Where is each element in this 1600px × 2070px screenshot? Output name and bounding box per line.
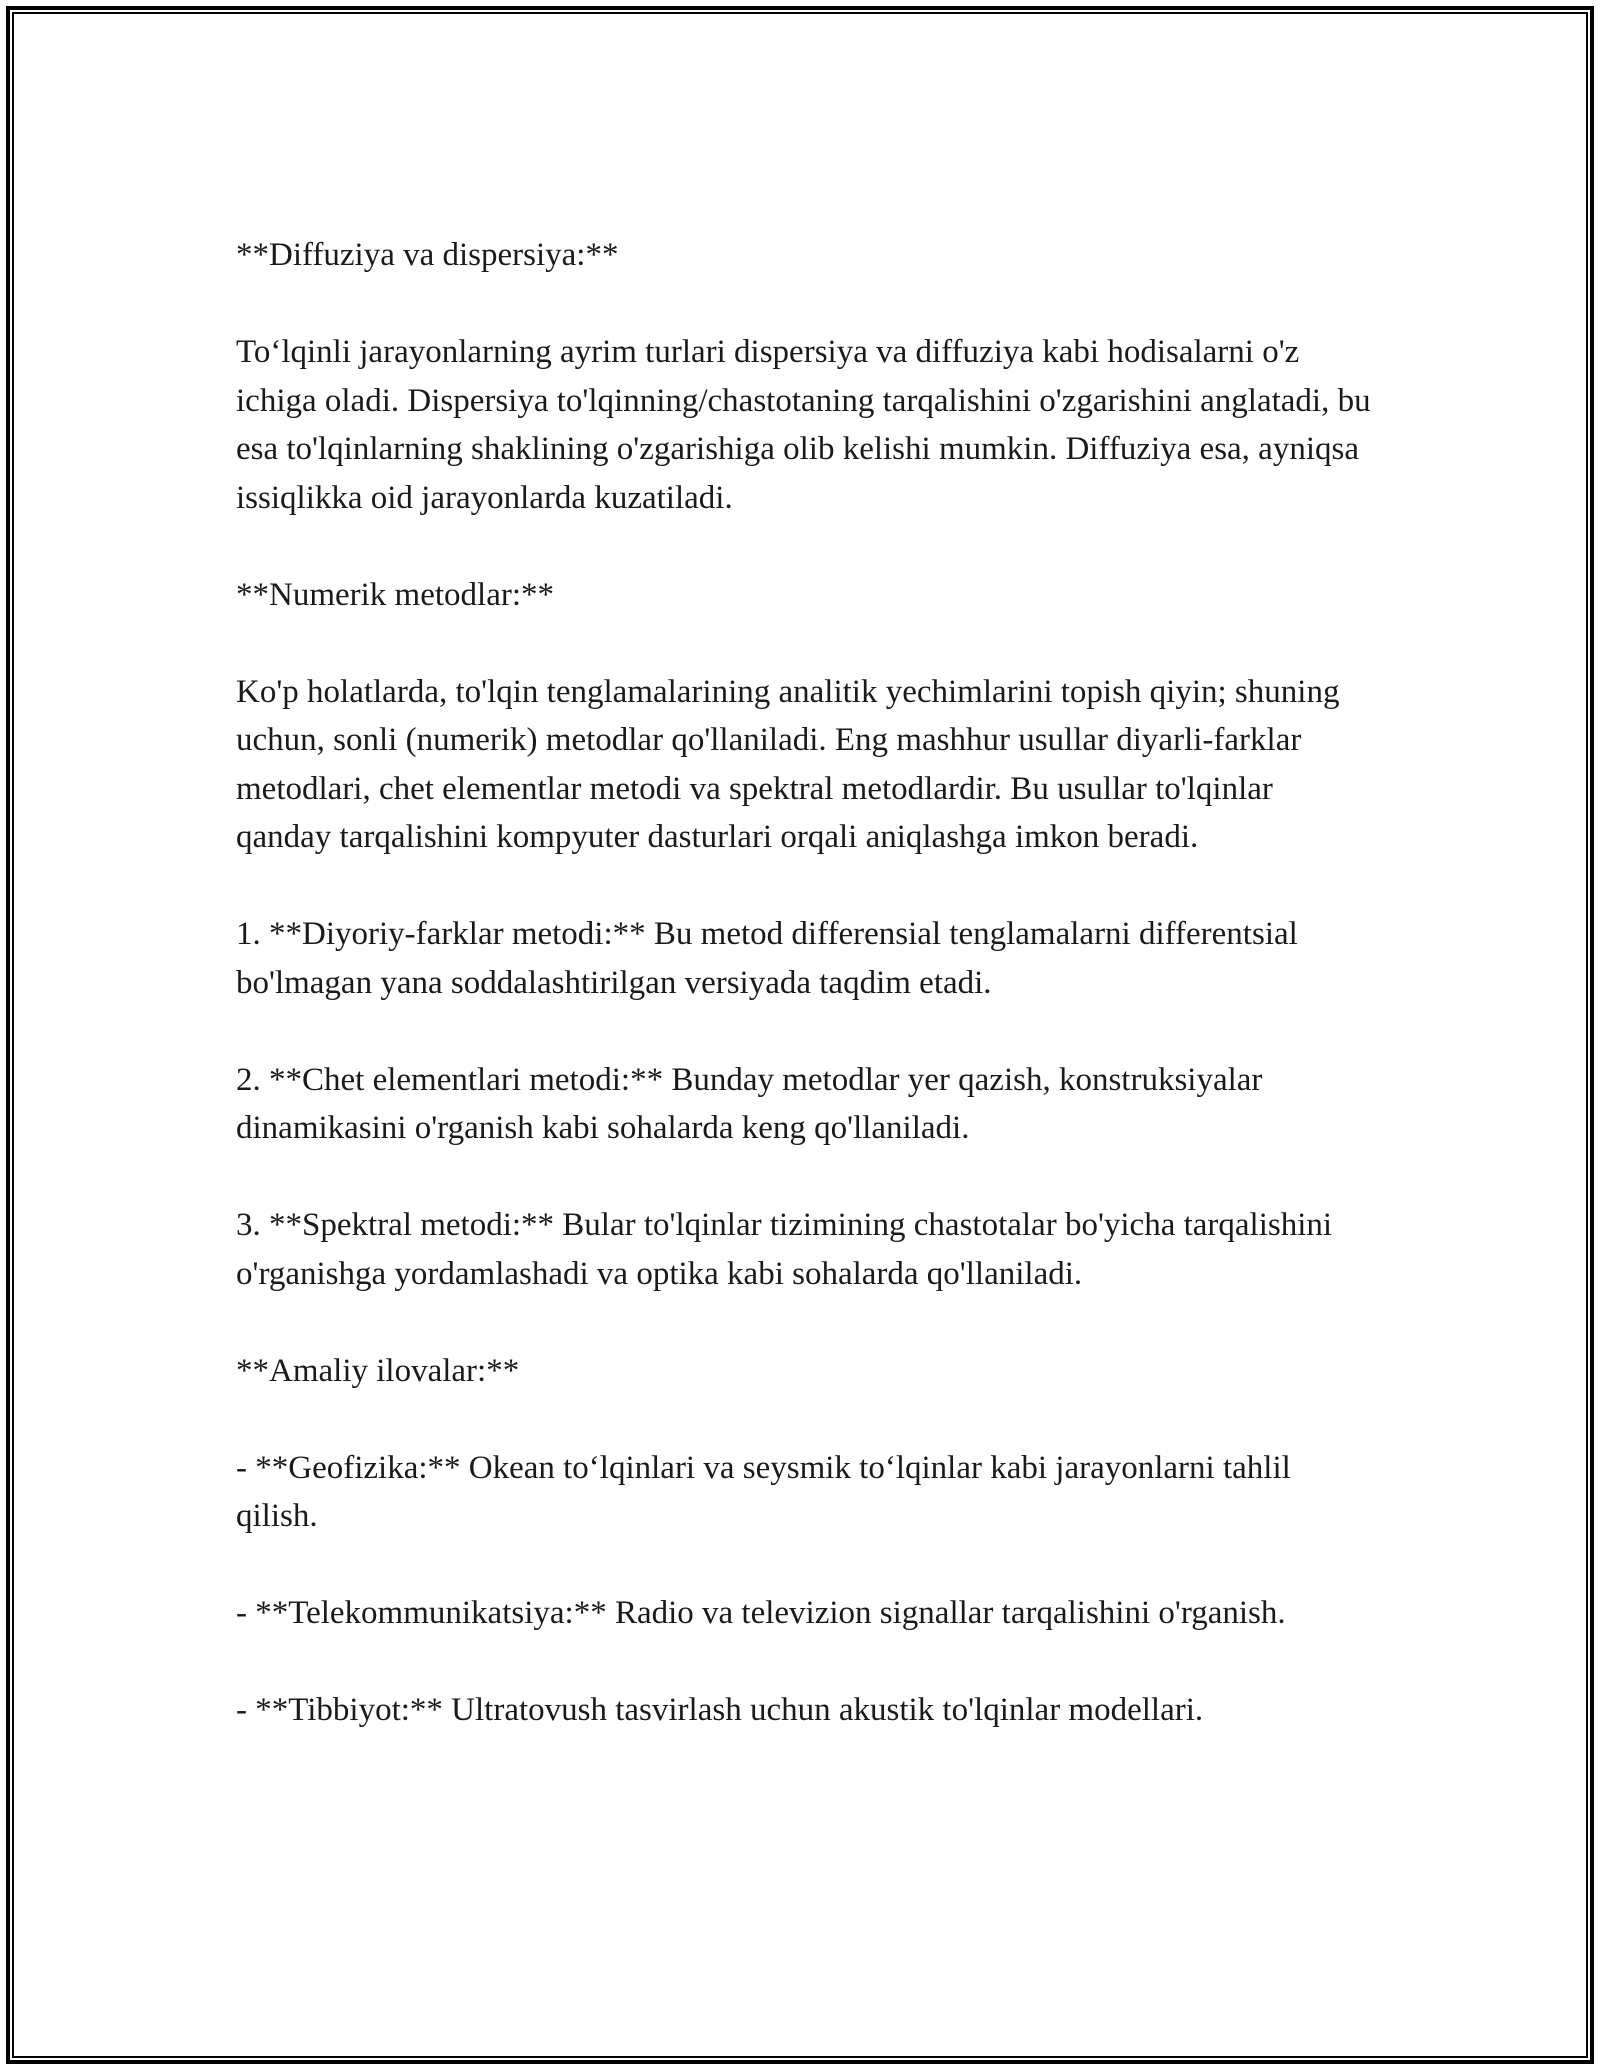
section-heading-applications: **Amaliy ilovalar:** bbox=[236, 1352, 520, 1389]
list-item-telecommunication: - **Telekommunikatsiya:** Radio va televizion signallar tarqalishini o'rganish. bbox=[236, 1595, 1286, 1631]
list-item-finite-element: 2. **Chet elementlari metodi:** Bunday metodlar yer qazish, konstruksiyalar dinamikasini o'rganish kabi sohalarda keng qo'llaniladi. bbox=[236, 1061, 1263, 1146]
list-item-geophysics: - **Geofizika:** Okean to‘lqinlari va seysmik to‘lqinlar kabi jarayonlarni tahlil qilish. bbox=[236, 1449, 1291, 1534]
paragraph-numerical-methods: Ko'p holatlarda, to'lqin tenglamalarining analitik yechimlarini topish qiyin; shuning uchun, sonli (numerik) metodlar qo'llaniladi. Eng mashhur usullar diyarli-farklar metodlari, chet elementlar metodi va spektral metodlardir. Bu usullar to'lqinlar qanday tarqalishini kompyuter dasturlari orqali aniqlashga imkon beradi. bbox=[236, 673, 1340, 855]
section-heading-numerical-methods: **Numerik metodlar:** bbox=[236, 576, 555, 613]
list-item-spectral: 3. **Spektral metodi:** Bular to'lqinlar tizimining chastotalar bo'yicha tarqalishini o'rganishga yordamlashadi va optika kabi sohalarda qo'llaniladi. bbox=[236, 1207, 1333, 1292]
list-item-medicine: - **Tibbiyot:** Ultratovush tasvirlash uchun akustik to'lqinlar modellari. bbox=[236, 1692, 1204, 1728]
section-heading-diffusion: **Diffuziya va dispersiya:** bbox=[236, 237, 619, 273]
list-item-finite-difference: 1. **Diyoriy-farklar metodi:** Bu metod differensial tenglamalarni differentsial bo'lmagan yana soddalashtirilgan versiyada taqdim etadi. bbox=[236, 916, 1298, 1001]
paragraph-diffusion: To‘lqinli jarayonlarning ayrim turlari dispersiya va diffuziya kabi hodisalarni o'z ichiga oladi. Dispersiya to'lqinning/chastotaning tarqalishini o'zgarishini anglatadi, bu esa to'lqinlarning shaklining o'zgarishiga olib kelishi mumkin. Diffuziya esa, ayniqsa issiqlikka oid jarayonlarda kuzatiladi. bbox=[236, 334, 1371, 516]
document-body bbox=[236, 231, 1376, 1735]
